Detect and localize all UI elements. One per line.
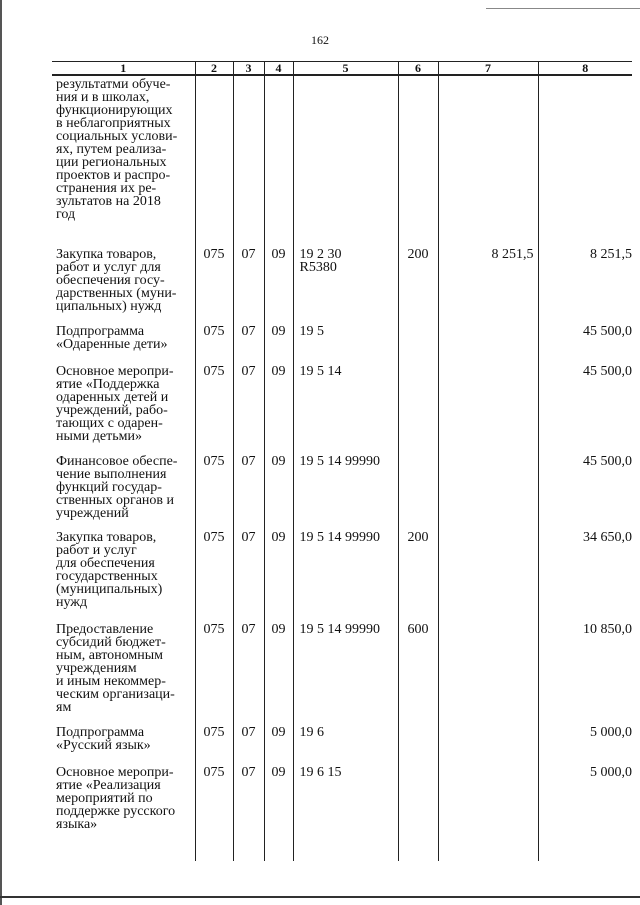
cell-target-article: 19 6 15 — [293, 764, 398, 861]
cell-item-name: Финансовое обеспе- чение выполнения функций государ- ственных органов и учреждений — [52, 453, 195, 529]
cell-amount-federal — [438, 764, 538, 861]
col-header-5: 5 — [293, 62, 398, 76]
cell-amount-total: 45 500,0 — [538, 323, 632, 363]
col-header-2: 2 — [195, 62, 233, 76]
cell-subsection: 09 — [264, 764, 293, 861]
cell-amount-total: 45 500,0 — [538, 363, 632, 453]
cell-target-article — [293, 75, 398, 246]
cell-expense-type — [398, 75, 438, 246]
cell-admin-code: 075 — [195, 724, 233, 764]
cell-admin-code: 075 — [195, 529, 233, 621]
col-header-3: 3 — [233, 62, 264, 76]
col-header-4: 4 — [264, 62, 293, 76]
cell-subsection: 09 — [264, 323, 293, 363]
cell-target-article: 19 5 14 99990 — [293, 621, 398, 724]
cell-amount-total: 5 000,0 — [538, 764, 632, 861]
cell-target-article: 19 5 14 99990 — [293, 529, 398, 621]
page-edge — [0, 0, 2, 905]
cell-amount-federal — [438, 621, 538, 724]
cell-target-article: 19 2 30 R5380 — [293, 246, 398, 323]
cell-admin-code: 075 — [195, 764, 233, 861]
table-body — [52, 75, 632, 861]
cell-admin-code: 075 — [195, 246, 233, 323]
cell-item-name: Закупка товаров, работ и услуг для обеспечения госу- дарственных (муни- ципальных) нужд — [52, 246, 195, 323]
cell-section: 07 — [233, 724, 264, 764]
cell-target-article: 19 5 14 99990 — [293, 453, 398, 529]
cell-subsection: 09 — [264, 246, 293, 323]
cell-amount-total: 5 000,0 — [538, 724, 632, 764]
cell-amount-total — [538, 75, 632, 246]
cell-amount-federal — [438, 323, 538, 363]
cell-admin-code: 075 — [195, 363, 233, 453]
cell-target-article: 19 5 — [293, 323, 398, 363]
cell-section — [233, 75, 264, 246]
cell-subsection: 09 — [264, 363, 293, 453]
table-row — [52, 529, 632, 621]
cell-expense-type: 200 — [398, 246, 438, 323]
cell-item-name: Основное меропри- ятие «Реализация мероприятий по поддержке русского языка» — [52, 764, 195, 861]
cell-item-name: Основное меропри- ятие «Поддержка одаренных детей и учреждений, рабо- тающих с одарен- ными детьми» — [52, 363, 195, 453]
cell-expense-type — [398, 764, 438, 861]
cell-expense-type — [398, 453, 438, 529]
cell-amount-federal — [438, 75, 538, 246]
cell-amount-federal — [438, 363, 538, 453]
cell-subsection: 09 — [264, 529, 293, 621]
cell-amount-federal: 8 251,5 — [438, 246, 538, 323]
cell-subsection — [264, 75, 293, 246]
cell-section: 07 — [233, 363, 264, 453]
cell-amount-total: 34 650,0 — [538, 529, 632, 621]
table-row — [52, 323, 632, 363]
budget-table — [52, 61, 632, 861]
cell-admin-code — [195, 75, 233, 246]
cell-subsection: 09 — [264, 621, 293, 724]
cell-expense-type — [398, 724, 438, 764]
col-header-6: 6 — [398, 62, 438, 76]
table-row — [52, 764, 632, 861]
cell-expense-type: 200 — [398, 529, 438, 621]
cell-amount-total: 45 500,0 — [538, 453, 632, 529]
cell-item-name: Предоставление субсидий бюджет- ным, автономным учреждениям и иным некоммер- ческим организаци- ям — [52, 621, 195, 724]
cell-section: 07 — [233, 621, 264, 724]
table-row — [52, 724, 632, 764]
table-row — [52, 453, 632, 529]
scan-mark — [486, 8, 640, 9]
table-row — [52, 246, 632, 323]
cell-item-name: Подпрограмма «Одаренные дети» — [52, 323, 195, 363]
cell-amount-total: 8 251,5 — [538, 246, 632, 323]
cell-section: 07 — [233, 764, 264, 861]
cell-subsection: 09 — [264, 453, 293, 529]
cell-target-article: 19 6 — [293, 724, 398, 764]
cell-section: 07 — [233, 246, 264, 323]
cell-section: 07 — [233, 323, 264, 363]
cell-amount-federal — [438, 724, 538, 764]
col-header-1: 1 — [52, 62, 195, 76]
cell-amount-federal — [438, 529, 538, 621]
bottom-rule — [0, 896, 640, 898]
cell-admin-code: 075 — [195, 323, 233, 363]
cell-expense-type: 600 — [398, 621, 438, 724]
table-row — [52, 621, 632, 724]
cell-subsection: 09 — [264, 724, 293, 764]
col-header-8: 8 — [538, 62, 632, 76]
cell-admin-code: 075 — [195, 621, 233, 724]
header-row — [52, 62, 632, 76]
cell-section: 07 — [233, 453, 264, 529]
cell-amount-total: 10 850,0 — [538, 621, 632, 724]
cell-item-name: Закупка товаров, работ и услуг для обеспечения государственных (муниципальных) нужд — [52, 529, 195, 621]
cell-amount-federal — [438, 453, 538, 529]
cell-item-name: Подпрограмма «Русский язык» — [52, 724, 195, 764]
cell-item-name: результатми обуче- ния и в школах, функционирующих в неблагоприятных социальных услови- ях, путем реализа- ции региональных проектов и распро- странения их ре- зультатов на 2018 год — [52, 75, 195, 246]
table-row — [52, 363, 632, 453]
table-row — [52, 75, 632, 246]
cell-expense-type — [398, 363, 438, 453]
page-number: 162 — [311, 33, 329, 47]
budget-table-container — [52, 61, 632, 846]
cell-target-article: 19 5 14 — [293, 363, 398, 453]
cell-section: 07 — [233, 529, 264, 621]
cell-expense-type — [398, 323, 438, 363]
col-header-7: 7 — [438, 62, 538, 76]
cell-admin-code: 075 — [195, 453, 233, 529]
